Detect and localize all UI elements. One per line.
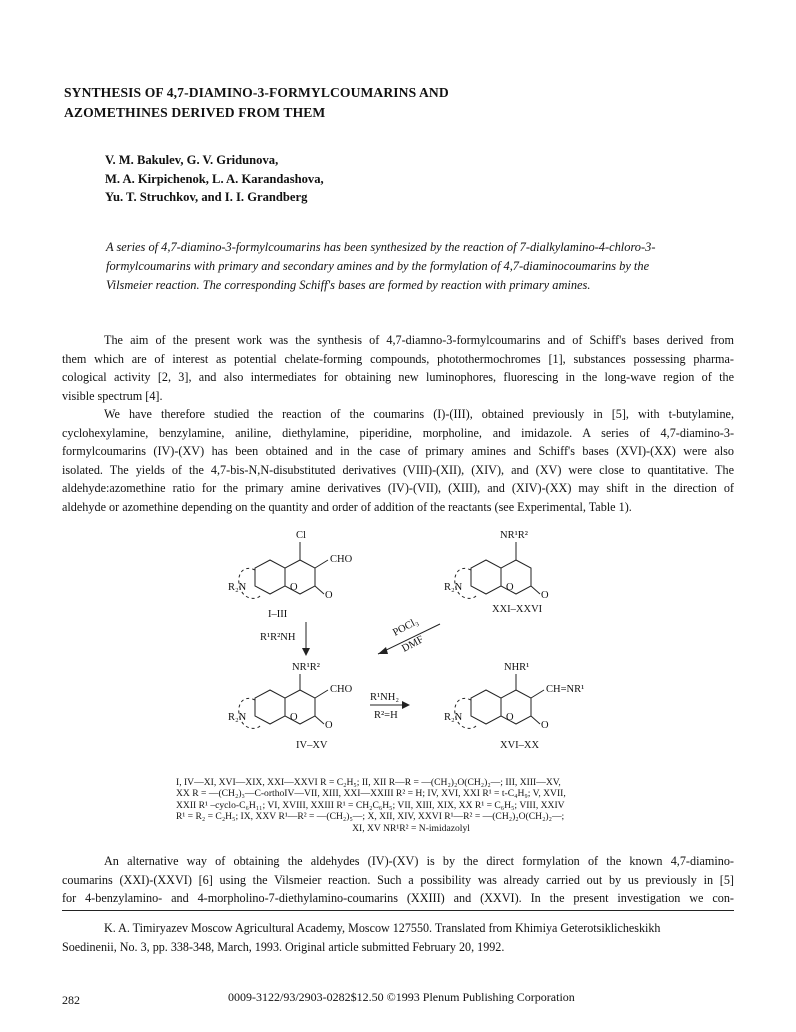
label-o: O bbox=[290, 712, 298, 723]
label-cho: CHO bbox=[330, 684, 353, 695]
legend-line: I, IV—XI, XVI—XIX, XXI—XXVI R = C₂H₅; II, XII R—R = —(CH₂)₂O(CH₂)₂—; III, XIII—XV, bbox=[176, 777, 561, 788]
body-line: them which are of interest as potential chelate-forming compounds, photothermochromes [1], substances possessing pharma- bbox=[62, 351, 734, 366]
article-title bbox=[64, 83, 684, 123]
legend-line: XXII R¹ –cyclo-C₆H₁₁; VI, XVIII, XXIII R¹ = CH₂C₆H₅; VII, XIII, XIX, XX R¹ = C₆H₅; VIII, XXIV bbox=[176, 799, 565, 811]
label-r2n: R₂N bbox=[228, 582, 247, 593]
structure-xvi-xx bbox=[455, 674, 544, 728]
reagent-amine: R¹R²NH bbox=[260, 632, 296, 643]
label-cl: Cl bbox=[296, 530, 306, 541]
paragraph-vilsmeier bbox=[62, 852, 734, 908]
footnote bbox=[62, 919, 734, 957]
reagent-primary-amine: R¹NH₂ bbox=[370, 692, 399, 703]
body-line: aldehyde:azomethine ratio for the primary amine derivatives (IV)-(VII), (XIII), and (XIV)-(XX) may shift in the direction of bbox=[62, 481, 734, 496]
compound-label-xxi-xxvi: XXI–XXVI bbox=[492, 604, 543, 615]
paragraph-intro bbox=[62, 331, 734, 405]
body-line: aldehyde or azomethine depending on the quantity and order of addition of the reactants (see Experimental, Table 1). bbox=[62, 499, 632, 514]
footnote-rule bbox=[62, 910, 734, 911]
legend-line: XI, XV NR¹R² = N-imidazolyl bbox=[352, 822, 470, 834]
label-r2n: R₂N bbox=[228, 712, 247, 723]
structure-xxi-xxvi bbox=[455, 542, 540, 598]
title-line-1: SYNTHESIS OF 4,7-DIAMINO-3-FORMYLCOUMARINS AND bbox=[64, 85, 449, 100]
abstract-line: Vilsmeier reaction. The corresponding Schiff's bases are formed by reaction with primary amines. bbox=[106, 278, 591, 292]
abstract-line: formylcoumarins with primary and secondary amines and by the formylation of 4,7-diaminocoumarins by the bbox=[106, 259, 650, 273]
label-o: O bbox=[506, 582, 514, 593]
body-line: cological activity [2, 3], and also intermediates for obtaining new luminophores, fluorescing in the long-wave region of the bbox=[62, 370, 734, 385]
body-line: We have therefore studied the reaction of the coumarins (I)-(III), obtained previously in [5], with t-butylamine, bbox=[104, 407, 734, 421]
body-line: An alternative way of obtaining the aldehydes (IV)-(XV) is by the direct formylation of the known 4,7-diamino- bbox=[104, 854, 734, 868]
label-o: O bbox=[325, 720, 333, 731]
label-r2n: R₂N bbox=[444, 582, 463, 593]
label-nr1r2: NR¹R² bbox=[500, 530, 528, 541]
label-o: O bbox=[325, 590, 333, 601]
compound-label-xvi-xx: XVI–XX bbox=[500, 740, 540, 751]
page-number: 282 bbox=[62, 993, 80, 1007]
title-line-2: AZOMETHINES DERIVED FROM THEM bbox=[64, 105, 326, 120]
label-o: O bbox=[541, 720, 549, 731]
body-line: The aim of the present work was the synthesis of 4,7-diamno-3-formylcoumarins and of Schiff's bases derived from bbox=[104, 333, 734, 347]
structure-i-iii bbox=[239, 542, 328, 598]
abstract-line: A series of 4,7-diamino-3-formylcoumarins has been synthesized by the reaction of 7-dialkylamino-4-chloro-3- bbox=[106, 240, 656, 254]
body-line: cyclohexylamine, benzylamine, aniline, diethylamine, piperidine, morpholine, and imidazole. A series of 4,7-diamino-3- bbox=[62, 425, 734, 440]
paragraph-reaction bbox=[62, 405, 734, 517]
label-nr1r2: NR¹R² bbox=[292, 662, 320, 673]
structure-iv-xv bbox=[239, 674, 328, 728]
body-line: coumarins (XXI)-(XXVI) [6] using the Vilsmeier reaction. Such a possibility was already carried out by us previously in [5] bbox=[62, 872, 734, 887]
legend-line: R¹ = R₂ = C₂H₅; IX, XXV R¹—R² = —(CH₂)₅—; X, XII, XIV, XXVI R¹—R² = —(CH₂)₂O(CH₂)₂—; bbox=[176, 811, 565, 823]
body-line: for 4-benzylamino- and 4-morpholino-7-diethylamino-coumarins (XXIII) and (XXVI). In the present investigation we con- bbox=[62, 891, 734, 906]
author-line: V. M. Bakulev, G. V. Gridunova, bbox=[105, 153, 279, 167]
reagent-pocl3: POCl₃ bbox=[391, 616, 421, 639]
reaction-scheme bbox=[200, 512, 585, 770]
label-nhr1: NHR¹ bbox=[504, 662, 530, 673]
label-cho: CHO bbox=[330, 554, 353, 565]
reagent-dmf: DMF bbox=[400, 634, 426, 655]
author-line: Yu. T. Struchkov, and I. I. Grandberg bbox=[105, 190, 308, 204]
reagent-condition: R²=H bbox=[374, 710, 398, 721]
abstract bbox=[106, 238, 706, 295]
footnote-line: K. A. Timiryazev Moscow Agricultural Academy, Moscow 127550. Translated from Khimiya Geterotsiklicheskikh bbox=[104, 921, 661, 935]
footnote-line: Soedinenii, No. 3, pp. 338-348, March, 1993. Original article submitted February 20, 1992. bbox=[62, 940, 505, 954]
body-line: formylcoumarins (IV)-(XV) has been obtained and in the case of primary amines and Schiff's bases (XVI)-(XX) were also bbox=[62, 444, 734, 459]
label-ch-nr1: CH=NR¹ bbox=[546, 684, 585, 695]
body-line: visible spectrum [4]. bbox=[62, 388, 163, 403]
legend-line: XX R = —(CH₂)₃—C-orthoIV—VII, XIII, XXI—XXIII R² = H; IV, XVI, XXI R¹ = t-C₄H₉; V, XVII, bbox=[176, 788, 566, 800]
label-o: O bbox=[290, 582, 298, 593]
author-line: M. A. Kirpichenok, L. A. Karandashova, bbox=[105, 171, 324, 186]
label-r2n: R₂N bbox=[444, 712, 463, 723]
label-o: O bbox=[506, 712, 514, 723]
scheme-legend bbox=[176, 777, 646, 834]
body-line: isolated. The yields of the 4,7-bis-N,N-disubstituted derivatives (VIII)-(XII), (XIV), and (XV) were close to quantitative. The bbox=[62, 462, 734, 477]
copyright-line: 0009-3122/93/2903-0282$12.50 ©1993 Plenum Publishing Corporation bbox=[228, 990, 575, 1004]
author-list bbox=[105, 151, 324, 207]
compound-label-iv-xv: IV–XV bbox=[296, 740, 328, 751]
label-o: O bbox=[541, 590, 549, 601]
compound-label-i-iii: I–III bbox=[268, 609, 288, 620]
